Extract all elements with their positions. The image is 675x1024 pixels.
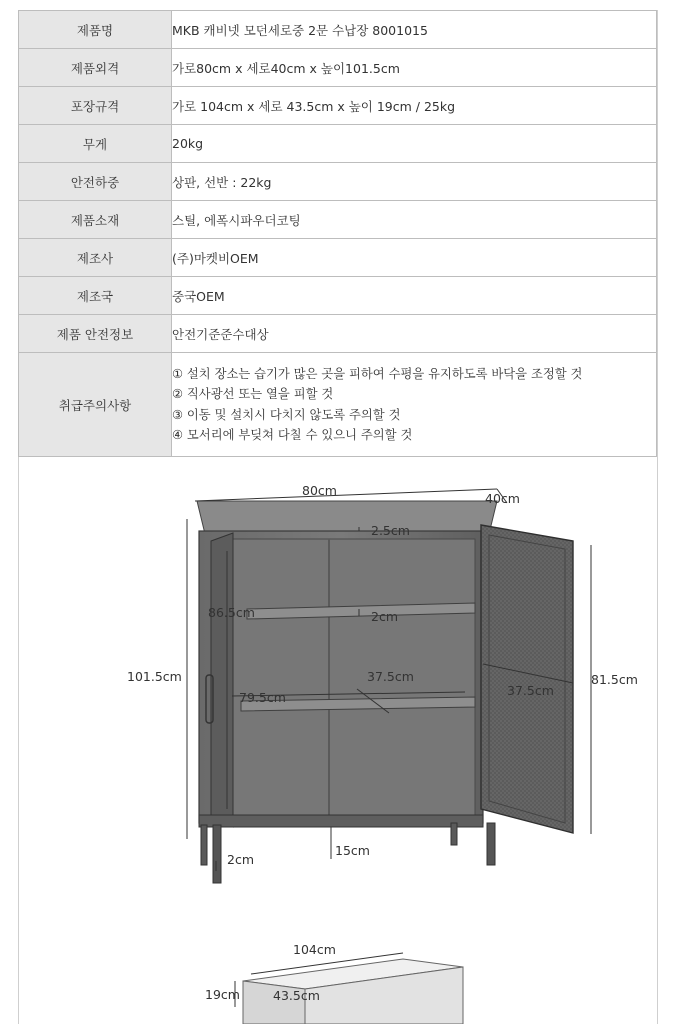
leg-front-right — [487, 823, 495, 865]
spec-value: 20kg — [172, 125, 657, 163]
cabinet-top — [197, 501, 497, 534]
leg-front-left — [213, 825, 221, 883]
leg-back-right — [451, 823, 457, 845]
label-inner-height: 86.5cm — [208, 605, 255, 620]
notes-item: ① 설치 장소는 습기가 많은 곳을 피하여 수평을 유지하도록 바닥을 조정할 것 — [172, 366, 583, 381]
spec-row — [19, 163, 657, 201]
spec-key: 안전하중 — [19, 163, 172, 201]
cabinet-interior — [227, 539, 475, 815]
label-door-width: 37.5cm — [507, 683, 554, 698]
label-depth: 40cm — [485, 491, 520, 506]
leg-back-left — [201, 825, 207, 865]
spec-row — [19, 49, 657, 87]
label-top-thickness: 2.5cm — [371, 523, 410, 538]
spec-value: (주)마켓비OEM — [172, 239, 657, 277]
label-inner-width: 79.5cm — [239, 690, 286, 705]
notes-cell — [172, 353, 657, 457]
notes-item: ④ 모서리에 부딪쳐 다칠 수 있으니 주의할 것 — [172, 428, 413, 442]
spec-value: 가로80cm x 세로40cm x 높이101.5cm — [172, 49, 657, 87]
spec-key: 무게 — [19, 125, 172, 163]
label-shelf-thickness: 2cm — [371, 609, 399, 624]
spec-value: 상판, 선반 : 22kg — [172, 163, 657, 201]
spec-row — [19, 277, 657, 315]
label-package-depth: 43.5cm — [273, 988, 320, 1003]
label-leg-width: 2cm — [227, 852, 255, 867]
spec-key: 제품 안전정보 — [19, 315, 172, 353]
dimension-diagram — [19, 459, 656, 1024]
spec-row — [19, 315, 657, 353]
notes-item: ③ 이동 및 설치시 다치지 않도록 주의할 것 — [172, 407, 401, 422]
spec-value: 안전기준준수대상 — [172, 315, 657, 353]
spec-key: 제품외격 — [19, 49, 172, 87]
label-door-height: 81.5cm — [591, 672, 638, 687]
spec-table — [18, 10, 657, 457]
label-shelf-depth: 37.5cm — [367, 669, 414, 684]
spec-value: 중국OEM — [172, 277, 657, 315]
right-door — [481, 525, 573, 833]
notes-list — [172, 364, 656, 446]
spec-key: 포장규격 — [19, 87, 172, 125]
label-package-height: 19cm — [205, 987, 240, 1002]
spec-row — [19, 125, 657, 163]
notes-item: ② 직사광선 또는 열을 피할 것 — [172, 387, 334, 401]
label-package-length: 104cm — [293, 942, 336, 957]
spec-row-notes — [19, 353, 657, 457]
spec-key: 제품명 — [19, 11, 172, 49]
spec-row — [19, 11, 657, 49]
spec-key: 제품소재 — [19, 201, 172, 239]
label-leg-height: 15cm — [335, 843, 370, 858]
spec-value: 스틸, 에폭시파우더코팅 — [172, 201, 657, 239]
cabinet-drawing — [19, 459, 656, 1024]
spec-key: 제조국 — [19, 277, 172, 315]
spec-key: 제조사 — [19, 239, 172, 277]
label-width: 80cm — [302, 483, 337, 498]
spec-row — [19, 239, 657, 277]
spec-key: 취급주의사항 — [19, 353, 172, 457]
spec-value: 가로 104cm x 세로 43.5cm x 높이 19cm / 25kg — [172, 87, 657, 125]
spec-row — [19, 87, 657, 125]
label-total-height: 101.5cm — [127, 669, 182, 684]
spec-row — [19, 201, 657, 239]
left-door — [211, 533, 233, 827]
spec-value: MKB 캐비넷 모던세로중 2문 수납장 8001015 — [172, 11, 657, 49]
